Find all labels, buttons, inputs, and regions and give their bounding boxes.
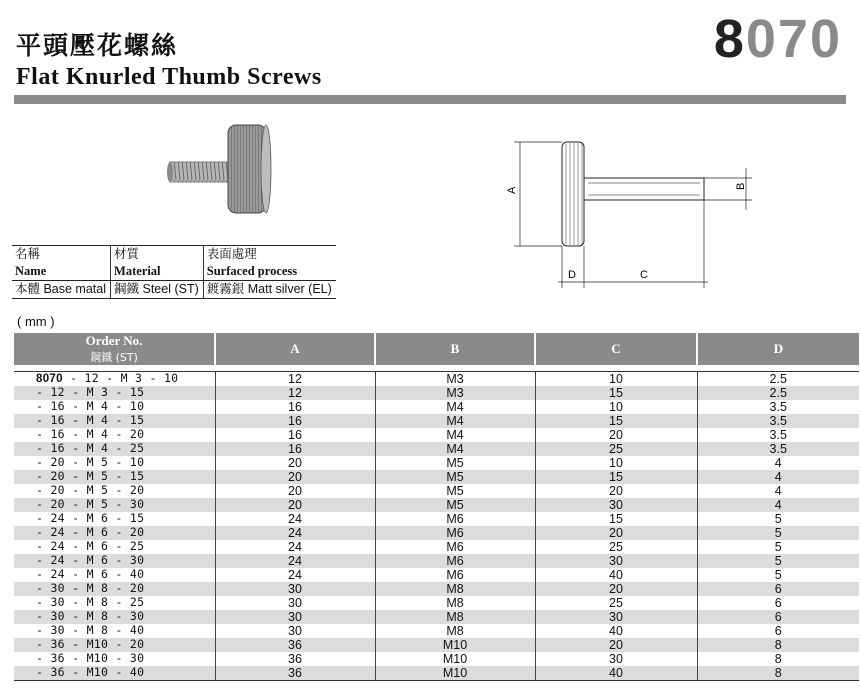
- cell-c: 30: [535, 554, 697, 568]
- dimension-label-c: C: [640, 269, 648, 281]
- spec-value-row: [12, 281, 336, 299]
- cell-a: 16: [215, 414, 375, 428]
- cell-b: M8: [375, 582, 535, 596]
- cell-a: 24: [215, 512, 375, 526]
- column-header-a: A: [215, 333, 375, 365]
- cell-b: M5: [375, 498, 535, 512]
- order-suffix: - 12 - M 3 - 10: [70, 371, 179, 385]
- table-row: [14, 610, 859, 624]
- table-row: [14, 568, 859, 582]
- cell-c: 10: [535, 372, 697, 387]
- cell-a: 20: [215, 484, 375, 498]
- order-number: [14, 498, 215, 512]
- order-number: [14, 428, 215, 442]
- cell-d: 6: [774, 595, 782, 610]
- spec-header-en-surface: Surfaced process: [206, 264, 298, 278]
- cell-a: 36: [215, 638, 375, 652]
- cell-c: 25: [535, 540, 697, 554]
- cell-d: 3.5: [769, 427, 787, 442]
- screw-photo: [150, 120, 290, 220]
- cell-b: M5: [375, 470, 535, 484]
- order-suffix: - 20 - M 5 - 10: [36, 455, 145, 469]
- cell-d: 2.5: [697, 372, 859, 387]
- cell-b: M8: [375, 624, 535, 638]
- table-row: [14, 456, 859, 470]
- order-number: [14, 540, 215, 554]
- cell-d: 4: [774, 455, 782, 470]
- order-suffix: - 36 - M10 - 30: [36, 651, 145, 665]
- order-number: [14, 610, 215, 624]
- spec-header-en-row: [12, 263, 336, 281]
- cell-b: M10: [375, 652, 535, 666]
- cell-a: 24: [215, 540, 375, 554]
- cell-a: 16: [215, 400, 375, 414]
- table-row: [14, 596, 859, 610]
- cell-c: 20: [535, 582, 697, 596]
- cell-a: 20: [215, 456, 375, 470]
- order-suffix: - 30 - M 8 - 20: [36, 581, 145, 595]
- column-header-order: [14, 333, 215, 365]
- cell-d: 4: [774, 483, 782, 498]
- cell-c: 25: [535, 596, 697, 610]
- cell-a: 12: [215, 386, 375, 400]
- cell-c: 15: [535, 512, 697, 526]
- column-header-d: D: [697, 333, 859, 365]
- order-suffix: - 24 - M 6 - 15: [36, 511, 145, 525]
- cell-a: 20: [215, 470, 375, 484]
- order-number: [14, 470, 215, 484]
- cell-a: 30: [215, 582, 375, 596]
- order-number: [14, 666, 215, 681]
- order-suffix: - 16 - M 4 - 15: [36, 413, 145, 427]
- cell-d: 6: [697, 610, 859, 624]
- order-suffix: - 16 - M 4 - 10: [36, 399, 145, 413]
- product-code-suffix: 070: [745, 9, 842, 69]
- cell-d: 3.5: [697, 442, 859, 456]
- spec-value-material: 鋼鐵 Steel (ST): [111, 281, 204, 299]
- cell-c: 15: [535, 470, 697, 484]
- cell-a: 24: [215, 526, 375, 540]
- spec-header-en-material: Material: [111, 263, 204, 281]
- spec-value-name: 本體 Base matal: [12, 281, 111, 299]
- order-prefix: 8070: [36, 373, 63, 385]
- cell-c: 40: [535, 568, 697, 582]
- cell-d: 2.5: [697, 386, 859, 400]
- cell-a: 36: [215, 652, 375, 666]
- table-row: [14, 540, 859, 554]
- order-number: [14, 456, 215, 470]
- order-suffix: - 16 - M 4 - 20: [36, 427, 145, 441]
- unit-label: ( mm ): [17, 314, 55, 329]
- cell-d: 8: [697, 666, 859, 681]
- order-suffix: - 24 - M 6 - 30: [36, 553, 145, 567]
- order-suffix: - 36 - M10 - 40: [36, 665, 145, 679]
- cell-b: M3: [375, 372, 535, 387]
- product-code: [714, 8, 842, 70]
- table-row: [14, 582, 859, 596]
- cell-a: 30: [215, 610, 375, 624]
- cell-c: 20: [535, 638, 697, 652]
- table-row: [14, 484, 859, 498]
- table-row: [14, 470, 859, 484]
- table-row: [14, 414, 859, 428]
- order-number: [14, 400, 215, 414]
- table-row: [14, 624, 859, 638]
- cell-b: M6: [375, 512, 535, 526]
- order-suffix: - 20 - M 5 - 15: [36, 469, 145, 483]
- cell-c: 30: [535, 610, 697, 624]
- cell-d: 5: [774, 567, 782, 582]
- cell-d: 3.5: [769, 399, 787, 414]
- order-number: [14, 652, 215, 666]
- column-header-b: B: [375, 333, 535, 365]
- cell-b: M4: [375, 414, 535, 428]
- cell-b: M6: [375, 554, 535, 568]
- cell-a: 24: [215, 554, 375, 568]
- cell-b: M8: [375, 596, 535, 610]
- order-number: [14, 442, 215, 456]
- cell-c: 40: [535, 666, 697, 681]
- table-row: [14, 526, 859, 540]
- cell-a: 16: [215, 428, 375, 442]
- order-suffix: - 12 - M 3 - 15: [36, 385, 145, 399]
- technical-drawing: [500, 130, 760, 295]
- spec-header-zh-material: 材質: [111, 246, 204, 264]
- cell-b: M6: [375, 568, 535, 582]
- column-header-c: C: [535, 333, 697, 365]
- cell-c: 10: [535, 456, 697, 470]
- order-suffix: - 24 - M 6 - 40: [36, 567, 145, 581]
- table-row: [14, 442, 859, 456]
- cell-b: M8: [375, 610, 535, 624]
- order-number: [14, 624, 215, 638]
- table-row: [14, 372, 859, 387]
- cell-d: 8: [774, 651, 782, 666]
- order-number: [14, 526, 215, 540]
- cell-b: M6: [375, 540, 535, 554]
- cell-d: 6: [697, 582, 859, 596]
- cell-b: M6: [375, 526, 535, 540]
- cell-a: 24: [215, 568, 375, 582]
- order-suffix: - 30 - M 8 - 25: [36, 595, 145, 609]
- order-number: [14, 568, 215, 582]
- cell-d: 3.5: [697, 414, 859, 428]
- cell-b: M4: [375, 400, 535, 414]
- page-title-chinese: 平頭壓花螺絲: [16, 31, 179, 60]
- cell-d: 4: [697, 498, 859, 512]
- order-suffix: - 20 - M 5 - 30: [36, 497, 145, 511]
- spec-value-surface: 鍍霧銀 Matt silver (EL): [203, 281, 336, 299]
- order-number: [14, 596, 215, 610]
- cell-b: M3: [375, 386, 535, 400]
- cell-c: 20: [535, 526, 697, 540]
- cell-d: 8: [697, 638, 859, 652]
- cell-d: 5: [774, 511, 782, 526]
- cell-c: 10: [535, 400, 697, 414]
- header-divider-bar: [14, 95, 846, 104]
- cell-c: 15: [535, 414, 697, 428]
- cell-c: 25: [535, 442, 697, 456]
- cell-d: 4: [697, 470, 859, 484]
- table-row: [14, 386, 859, 400]
- cell-d: 5: [774, 539, 782, 554]
- order-suffix: - 20 - M 5 - 20: [36, 483, 145, 497]
- order-number: [14, 386, 215, 400]
- order-number: [14, 638, 215, 652]
- cell-a: 20: [215, 498, 375, 512]
- cell-c: 20: [535, 428, 697, 442]
- order-header-label: Order No.: [85, 333, 143, 348]
- cell-a: 16: [215, 442, 375, 456]
- table-row: [14, 666, 859, 681]
- spec-header-zh-surface: 表面處理: [203, 246, 336, 264]
- table-row: [14, 498, 859, 512]
- order-suffix: - 24 - M 6 - 20: [36, 525, 145, 539]
- cell-a: 12: [215, 372, 375, 387]
- cell-d: 6: [774, 623, 782, 638]
- cell-d: 5: [697, 526, 859, 540]
- order-suffix: - 30 - M 8 - 30: [36, 609, 145, 623]
- table-row: [14, 428, 859, 442]
- cell-a: 30: [215, 624, 375, 638]
- dimension-label-b: B: [735, 182, 747, 190]
- table-row: [14, 554, 859, 568]
- cell-a: 30: [215, 596, 375, 610]
- cell-c: 30: [535, 498, 697, 512]
- page-title-english: Flat Knurled Thumb Screws: [16, 64, 322, 90]
- order-suffix: - 24 - M 6 - 25: [36, 539, 145, 553]
- size-table: [14, 333, 859, 681]
- order-suffix: - 16 - M 4 - 25: [36, 441, 145, 455]
- table-row: [14, 512, 859, 526]
- cell-c: 20: [535, 484, 697, 498]
- table-row: [14, 652, 859, 666]
- size-table-header: [14, 333, 859, 365]
- order-number: [14, 512, 215, 526]
- cell-b: M4: [375, 442, 535, 456]
- table-row: [14, 400, 859, 414]
- cell-a: 36: [215, 666, 375, 681]
- product-code-prefix: 8: [713, 9, 746, 69]
- table-row: [14, 638, 859, 652]
- dimension-label-a: A: [506, 186, 518, 194]
- cell-b: M5: [375, 456, 535, 470]
- order-suffix: - 30 - M 8 - 40: [36, 623, 145, 637]
- dimension-label-d: D: [568, 269, 576, 281]
- cell-b: M10: [375, 666, 535, 681]
- order-number: [14, 484, 215, 498]
- cell-b: M4: [375, 428, 535, 442]
- cell-c: 40: [535, 624, 697, 638]
- cell-b: M5: [375, 484, 535, 498]
- spec-header-zh-row: [12, 246, 336, 264]
- spec-header-zh-name: 名稱: [12, 246, 111, 264]
- order-number: [14, 414, 215, 428]
- cell-c: 15: [535, 386, 697, 400]
- spec-table: [12, 245, 336, 299]
- cell-b: M10: [375, 638, 535, 652]
- cell-d: 5: [697, 554, 859, 568]
- order-number: [14, 372, 215, 387]
- spec-header-en-name: Name: [12, 263, 111, 281]
- order-header-material: 鋼鐵 (ST): [90, 351, 138, 364]
- order-number: [14, 554, 215, 568]
- cell-c: 30: [535, 652, 697, 666]
- order-suffix: - 36 - M10 - 20: [36, 637, 145, 651]
- order-number: [14, 582, 215, 596]
